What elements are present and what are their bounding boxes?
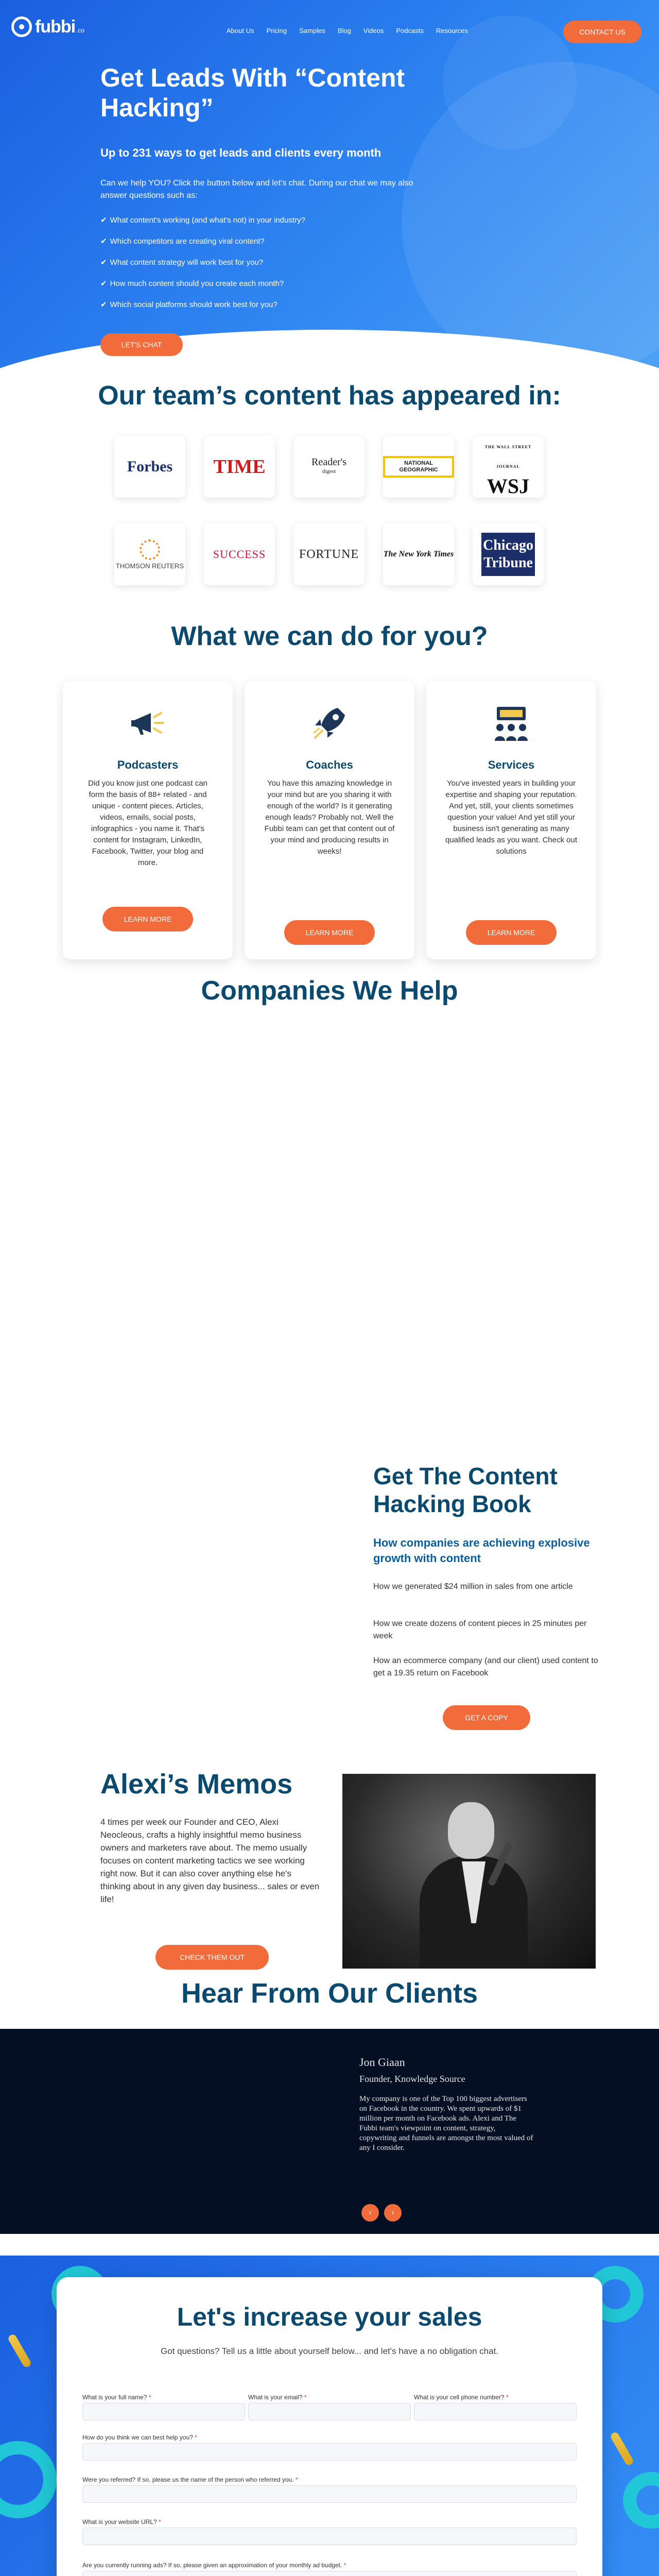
book-title: Get The Content Hacking Book: [373, 1463, 558, 1517]
book-subtitle: How companies are achieving explosive growth with content: [373, 1536, 590, 1565]
ring-decoration: [623, 2472, 659, 2529]
service-card-coaches: [245, 681, 414, 959]
email-label: What is your email? *: [248, 2394, 307, 2401]
full-name-input[interactable]: [82, 2403, 245, 2420]
service-title: Services: [488, 758, 535, 771]
learn-more-button[interactable]: LEARN MORE: [284, 920, 375, 945]
next-arrow-icon[interactable]: ›: [384, 2204, 402, 2222]
check-them-out-button[interactable]: CHECK THEM OUT: [155, 1945, 269, 1970]
logo-tld: .co: [76, 27, 85, 34]
testimonial-slider: [0, 2029, 659, 2234]
press-logo-nyt: The New York Times: [383, 523, 454, 585]
logo-text: fubbi: [35, 16, 76, 37]
press-logo-forbes: Forbes: [114, 436, 185, 498]
memos-description: 4 times per week our Founder and CEO, Alexi Neocleous, crafts a highly insightful memo business owners and marketers rave about. The memo usually focuses on content marketing tactics we see working right now. But it can also cover anything else he's thinking about in any given day business... sales or even life!: [100, 1817, 320, 1904]
contact-us-button[interactable]: CONTACT US: [563, 21, 641, 43]
list-item: ✔ What content's working (and what's not) in your industry?: [100, 216, 305, 225]
how-help-input[interactable]: [82, 2443, 577, 2461]
nav-resources[interactable]: Resources: [436, 27, 468, 35]
testimonial-quote: My company is one of the Top 100 biggest advertisers on Facebook in the country. We spent upwards of $1 million per month on Facebook ads. Alexi and The Fubbi team's viewpoint on content, strategy, copywriting and funnels are amongst the most valued of any I consider.: [359, 2095, 533, 2152]
service-title: Podcasters: [117, 758, 179, 771]
book-item: How an ecommerce company (and our client) used content to get a 19.35 return on Facebook: [373, 1656, 598, 1677]
phone-label: What is your cell phone number? *: [414, 2394, 509, 2401]
check-icon: ✔: [100, 216, 107, 225]
website-input[interactable]: [82, 2528, 577, 2545]
list-item: ✔ How much content should you create each month?: [100, 279, 284, 288]
contact-form-section: [0, 2256, 659, 2576]
get-a-copy-button[interactable]: GET A COPY: [443, 1705, 530, 1730]
check-icon: ✔: [100, 258, 107, 267]
check-icon: ✔: [100, 237, 107, 246]
memos-title: Alexi’s Memos: [100, 1769, 293, 1800]
team-icon: [491, 703, 532, 744]
list-item: ✔ Which competitors are creating viral content?: [100, 237, 265, 246]
press-logo-fortune: FORTUNE: [293, 523, 365, 585]
service-description: You've invested years in building your expertise and shaping your reputation. And yet, still, your clients sometimes question your value! And yet still your business isn't generating as many qualified leads as you want. Check out solutions: [445, 779, 577, 856]
how-help-label: How do you think we can best help you? *: [82, 2434, 197, 2441]
clients-title: Hear From Our Clients: [181, 1978, 478, 2009]
press-title: Our team’s content has appeared in:: [98, 381, 561, 411]
testimonial-role: Founder, Knowledge Source: [359, 2074, 465, 2084]
hero-intro: Can we help YOU? Click the button below and let's chat. During our chat we may also answer questions such as:: [100, 179, 413, 200]
logo[interactable]: [11, 16, 84, 37]
press-logo-chicago-tribune: Chicago Tribune: [473, 523, 544, 585]
ads-label: Are you currently running ads? If so, please given an approximation of your monthly ad budget. *: [82, 2562, 346, 2569]
stick-decoration: [610, 2431, 635, 2467]
services-title: What we can do for you?: [171, 621, 488, 651]
service-description: Did you know just one podcast can form the basis of 88+ related - and unique - content pieces. Articles, videos, emails, social posts, infographics - you name it. That's content for Instagram, LinkedIn, Facebook, Twitter, your blog and more.: [88, 779, 207, 867]
companies-title: Companies We Help: [201, 976, 458, 1006]
hero-title: Get Leads With “Content Hacking”: [100, 63, 405, 122]
form-subtitle: Got questions? Tell us a little about yourself below... and let's have a no obligation chat.: [161, 2346, 498, 2356]
name-label: What is your full name? *: [82, 2394, 151, 2401]
email-input[interactable]: [248, 2403, 411, 2420]
nav-samples[interactable]: Samples: [299, 27, 325, 35]
founder-photo: [342, 1774, 596, 1969]
form-title: Let's increase your sales: [177, 2302, 482, 2331]
press-logo-success: SUCCESS: [204, 523, 275, 585]
referred-label: Were you referred? If so, please us the name of the person who referred you. *: [82, 2476, 298, 2483]
ad-budget-input[interactable]: [82, 2571, 577, 2576]
hero-decoration: [443, 15, 577, 149]
press-logo-wsj: THE WALL STREET JOURNAL WSJ: [473, 436, 544, 498]
press-logo-national-geographic: NATIONAL GEOGRAPHIC: [383, 436, 454, 498]
nav-pricing[interactable]: Pricing: [266, 27, 287, 35]
press-logo-time: TIME: [204, 436, 275, 498]
learn-more-button[interactable]: LEARN MORE: [466, 920, 557, 945]
list-item: ✔ What content strategy will work best for you?: [100, 258, 264, 267]
list-item: ✔ Which social platforms should work best for you?: [100, 300, 278, 309]
press-logo-thomson-reuters: THOMSON REUTERS: [114, 523, 185, 585]
hero-subtitle: Up to 231 ways to get leads and clients every month: [100, 146, 381, 159]
nav-videos[interactable]: Videos: [363, 27, 384, 35]
website-label: What is your website URL? *: [82, 2518, 161, 2526]
press-logo-readers-digest: Reader's digest: [293, 436, 365, 498]
hero-section: [0, 0, 659, 402]
service-card-podcasters: [63, 681, 233, 959]
check-icon: ✔: [100, 300, 107, 309]
service-description: You have this amazing knowledge in your mind but are you sharing it with enough of the world? Is it generating enough leads? Probably not. Well the Fubbi team can get that content out of your mind and producing results in weeks!: [264, 779, 395, 856]
hero-question-list: [100, 215, 305, 321]
reuters-ring-icon: [140, 539, 160, 560]
book-item: How we create dozens of content pieces in 25 minutes per week: [373, 1619, 587, 1640]
referred-input[interactable]: [82, 2485, 577, 2503]
logo-mark-icon: [11, 16, 32, 37]
lets-chat-button[interactable]: LET'S CHAT: [100, 333, 183, 356]
check-icon: ✔: [100, 279, 107, 288]
stick-decoration: [7, 2333, 32, 2369]
service-title: Coaches: [306, 758, 353, 771]
learn-more-button[interactable]: LEARN MORE: [102, 907, 193, 931]
ring-decoration: [0, 2441, 57, 2518]
service-card-services: [426, 681, 596, 959]
phone-input[interactable]: [414, 2403, 577, 2420]
nav-podcasts[interactable]: Podcasts: [396, 27, 424, 35]
nav-blog[interactable]: Blog: [337, 27, 351, 35]
megaphone-icon: [127, 703, 168, 744]
nav-about-us[interactable]: About Us: [227, 27, 254, 35]
main-nav: [227, 27, 468, 35]
testimonial-name: Jon Giaan: [359, 2056, 405, 2069]
contact-form-card: [57, 2277, 602, 2576]
prev-arrow-icon[interactable]: ‹: [361, 2204, 379, 2222]
book-item: How we generated $24 million in sales from one article: [373, 1582, 573, 1591]
rocket-icon: [309, 703, 350, 744]
